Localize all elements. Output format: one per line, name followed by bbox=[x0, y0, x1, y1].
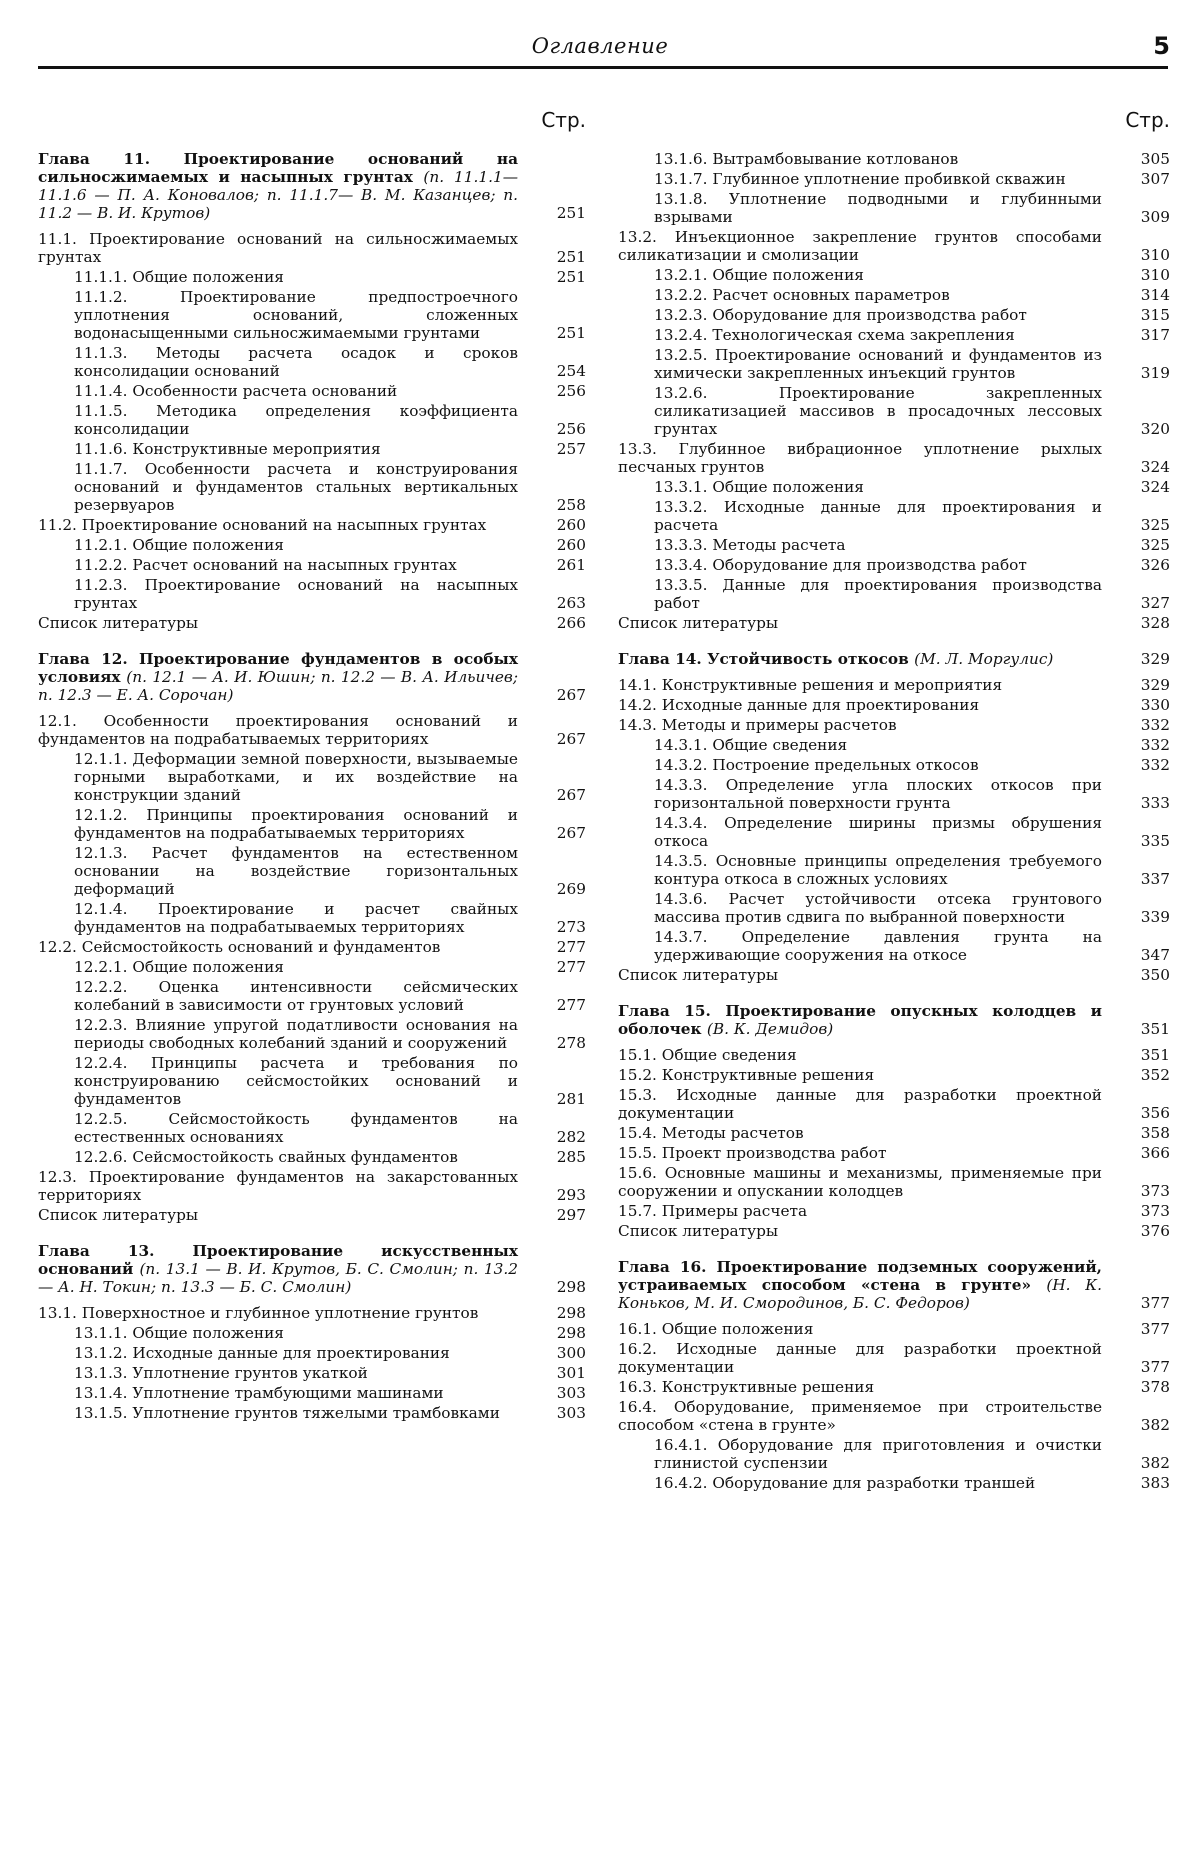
entry-page-number: 324 bbox=[1140, 458, 1170, 476]
entry-page-number: 358 bbox=[1140, 1124, 1170, 1142]
entry-title: 13.2.1. Общие положения bbox=[654, 266, 864, 284]
entry-page-number: 382 bbox=[1140, 1416, 1170, 1434]
entry-title: 11.1. Проектирование оснований на сильносжимаемых грунтах bbox=[38, 230, 518, 266]
entry-title: Список литературы bbox=[618, 1222, 779, 1240]
toc-entry bbox=[38, 1110, 586, 1146]
entry-page-number: 297 bbox=[556, 1206, 586, 1224]
toc-entry bbox=[618, 1046, 1170, 1064]
toc-entry bbox=[38, 576, 586, 612]
entry-page-number: 339 bbox=[1140, 908, 1170, 926]
entry-title: 13.2.3. Оборудование для производства работ bbox=[654, 306, 1027, 324]
entry-title: 13.3. Глубинное вибрационное уплотнение рыхлых песчаных грунтов bbox=[618, 440, 1102, 476]
entry-page-number: 327 bbox=[1140, 594, 1170, 612]
entry-page-number: 347 bbox=[1140, 946, 1170, 964]
entry-title: 14.1. Конструктивные решения и мероприятия bbox=[618, 676, 1003, 694]
toc-chapter-entry bbox=[618, 1258, 1170, 1312]
entry-title: 11.1.6. Конструктивные мероприятия bbox=[74, 440, 381, 458]
entry-title: 15.7. Примеры расчета bbox=[618, 1202, 808, 1220]
entry-page-number: 303 bbox=[556, 1404, 586, 1422]
entry-title: 11.2.3. Проектирование оснований на насыпных грунтах bbox=[74, 576, 518, 612]
toc-entry bbox=[38, 1016, 586, 1052]
entry-page-number: 256 bbox=[556, 382, 586, 400]
entry-title: 15.1. Общие сведения bbox=[618, 1046, 797, 1064]
entry-page-number: 277 bbox=[556, 996, 586, 1014]
chapter-authors: (п. 12.1 — А. И. Юшин; п. 12.2 — В. А. Ильичев; п. 12.3 — Е. А. Сорочан) bbox=[38, 668, 518, 704]
entry-title: 11.2.1. Общие положения bbox=[74, 536, 284, 554]
entry-page-number: 277 bbox=[556, 938, 586, 956]
entry-page-number: 376 bbox=[1140, 1222, 1170, 1240]
entry-title: 13.1.2. Исходные данные для проектирования bbox=[74, 1344, 450, 1362]
entry-page-number: 382 bbox=[1140, 1454, 1170, 1472]
entry-page-number: 324 bbox=[1140, 478, 1170, 496]
toc-entry bbox=[38, 344, 586, 380]
toc-entry bbox=[38, 1206, 586, 1224]
toc-entry bbox=[38, 1148, 586, 1166]
entry-title: 13.3.2. Исходные данные для проектирования и расчета bbox=[654, 498, 1102, 534]
entry-page-number: 337 bbox=[1140, 870, 1170, 888]
entry-page-number: 325 bbox=[1140, 516, 1170, 534]
toc-chapter-entry bbox=[38, 150, 586, 222]
entry-page-number: 351 bbox=[1140, 1046, 1170, 1064]
toc-entry bbox=[618, 1124, 1170, 1142]
entry-page-number: 269 bbox=[556, 880, 586, 898]
entry-title: 14.2. Исходные данные для проектирования bbox=[618, 696, 980, 714]
entry-page-number: 332 bbox=[1140, 756, 1170, 774]
chapter-title bbox=[618, 650, 1102, 668]
chapter-title bbox=[618, 1002, 1102, 1038]
entry-title: 14.3.5. Основные принципы определения требуемого контура откоса в сложных условиях bbox=[654, 852, 1102, 888]
entry-page-number: 298 bbox=[556, 1324, 586, 1342]
toc-entry bbox=[38, 268, 586, 286]
toc-entry bbox=[38, 230, 586, 266]
toc-entry bbox=[618, 696, 1170, 714]
entry-page-number: 260 bbox=[556, 516, 586, 534]
toc-entry bbox=[618, 1474, 1170, 1492]
entry-title: Список литературы bbox=[38, 1206, 199, 1224]
entry-page-number: 333 bbox=[1140, 794, 1170, 812]
entry-page-number: 251 bbox=[556, 204, 586, 222]
toc-entry bbox=[38, 844, 586, 898]
toc-entry bbox=[38, 1168, 586, 1204]
entry-title: 12.1.1. Деформации земной поверхности, вызываемые горными выработками, и их воздействие на конструкции зданий bbox=[74, 750, 518, 804]
entry-title: Список литературы bbox=[618, 966, 779, 984]
entry-page-number: 261 bbox=[556, 556, 586, 574]
entry-title: 11.2.2. Расчет оснований на насыпных грунтах bbox=[74, 556, 457, 574]
entry-title: 14.3.6. Расчет устойчивости отсека грунтового массива против сдвига по выбранной поверхности bbox=[654, 890, 1102, 926]
toc-entry bbox=[38, 750, 586, 804]
toc-entry bbox=[618, 966, 1170, 984]
toc-entry bbox=[618, 1398, 1170, 1434]
entry-page-number: 301 bbox=[556, 1364, 586, 1382]
toc-entry bbox=[618, 576, 1170, 612]
chapter-heading: Глава 15. Проектирование опускных колодцев и оболочек bbox=[618, 1002, 1102, 1038]
toc-entry bbox=[38, 536, 586, 554]
toc-entry bbox=[38, 1364, 586, 1382]
entry-page-number: 256 bbox=[556, 420, 586, 438]
entry-title: 14.3.3. Определение угла плоских откосов при горизонтальной поверхности грунта bbox=[654, 776, 1102, 812]
entry-title: 15.3. Исходные данные для разработки проектной документации bbox=[618, 1086, 1102, 1122]
toc-entry bbox=[618, 756, 1170, 774]
toc-entry bbox=[38, 288, 586, 342]
entry-page-number: 329 bbox=[1140, 676, 1170, 694]
toc-entry bbox=[618, 384, 1170, 438]
toc-entry bbox=[618, 556, 1170, 574]
entry-page-number: 278 bbox=[556, 1034, 586, 1052]
entry-title: 12.2.6. Сейсмостойкость свайных фундаментов bbox=[74, 1148, 458, 1166]
entry-title: 12.1.2. Принципы проектирования оснований и фундаментов на подрабатываемых территориях bbox=[74, 806, 518, 842]
toc-entry bbox=[618, 614, 1170, 632]
entry-page-number: 373 bbox=[1140, 1182, 1170, 1200]
toc-entry bbox=[38, 1404, 586, 1422]
toc-entry bbox=[618, 852, 1170, 888]
entry-title: 11.1.4. Особенности расчета оснований bbox=[74, 382, 398, 400]
toc-entry bbox=[38, 556, 586, 574]
entry-title: 12.1.3. Расчет фундаментов на естественном основании на воздействие горизонтальных деформаций bbox=[74, 844, 518, 898]
toc-entry bbox=[618, 1202, 1170, 1220]
entry-page-number: 281 bbox=[556, 1090, 586, 1108]
toc-entry bbox=[618, 676, 1170, 694]
entry-page-number: 332 bbox=[1140, 736, 1170, 754]
chapter-heading: Глава 16. Проектирование подземных сооружений, устраиваемых способом «стена в грунте» bbox=[618, 1258, 1102, 1294]
entry-title: 16.3. Конструктивные решения bbox=[618, 1378, 875, 1396]
toc-entry bbox=[618, 1340, 1170, 1376]
toc-entry bbox=[38, 614, 586, 632]
entry-page-number: 263 bbox=[556, 594, 586, 612]
toc-entry bbox=[38, 958, 586, 976]
entry-page-number: 293 bbox=[556, 1186, 586, 1204]
entry-title: 12.3. Проектирование фундаментов на закарстованных территориях bbox=[38, 1168, 518, 1204]
entry-page-number: 335 bbox=[1140, 832, 1170, 850]
entry-title: 12.1.4. Проектирование и расчет свайных фундаментов на подрабатываемых территориях bbox=[74, 900, 518, 936]
entry-title: 16.4. Оборудование, применяемое при строительстве способом «стена в грунте» bbox=[618, 1398, 1102, 1434]
entry-title: 15.5. Проект производства работ bbox=[618, 1144, 887, 1162]
entry-title: 13.1.8. Уплотнение подводными и глубинными взрывами bbox=[654, 190, 1102, 226]
entry-title: 16.4.2. Оборудование для разработки траншей bbox=[654, 1474, 1036, 1492]
entry-page-number: 351 bbox=[1140, 1020, 1170, 1038]
entry-title: 12.2.5. Сейсмостойкость фундаментов на естественных основаниях bbox=[74, 1110, 518, 1146]
entry-title: 14.3.2. Построение предельных откосов bbox=[654, 756, 979, 774]
toc-entry bbox=[38, 402, 586, 438]
toc-entry bbox=[38, 1324, 586, 1342]
toc-entry bbox=[618, 776, 1170, 812]
entry-page-number: 320 bbox=[1140, 420, 1170, 438]
entry-page-number: 266 bbox=[556, 614, 586, 632]
page-number: 5 bbox=[1153, 32, 1170, 60]
toc-entry bbox=[618, 170, 1170, 188]
entry-page-number: 356 bbox=[1140, 1104, 1170, 1122]
entry-title: 13.2.4. Технологическая схема закрепления bbox=[654, 326, 1015, 344]
entry-title: 15.2. Конструктивные решения bbox=[618, 1066, 875, 1084]
toc-entry bbox=[618, 498, 1170, 534]
entry-page-number: 377 bbox=[1140, 1320, 1170, 1338]
entry-page-number: 328 bbox=[1140, 614, 1170, 632]
toc-chapter-entry bbox=[618, 650, 1170, 668]
entry-page-number: 325 bbox=[1140, 536, 1170, 554]
toc-entry bbox=[38, 1384, 586, 1402]
toc-entry bbox=[38, 938, 586, 956]
chapter-heading: Глава 11. Проектирование оснований на сильносжимаемых и насыпных грунтах bbox=[38, 150, 518, 186]
toc-entry bbox=[618, 736, 1170, 754]
entry-page-number: 373 bbox=[1140, 1202, 1170, 1220]
toc-chapter-entry bbox=[618, 1002, 1170, 1038]
page-column-header: Стр. bbox=[1125, 108, 1170, 132]
entry-page-number: 350 bbox=[1140, 966, 1170, 984]
entry-page-number: 352 bbox=[1140, 1066, 1170, 1084]
toc-chapter-entry bbox=[38, 1242, 586, 1296]
entry-title: 15.4. Методы расчетов bbox=[618, 1124, 804, 1142]
entry-page-number: 307 bbox=[1140, 170, 1170, 188]
entry-title: 11.1.1. Общие положения bbox=[74, 268, 284, 286]
entry-title: 12.2.2. Оценка интенсивности сейсмических колебаний в зависимости от грунтовых условий bbox=[74, 978, 518, 1014]
chapter-heading: Глава 14. Устойчивость откосов bbox=[618, 650, 909, 668]
entry-page-number: 277 bbox=[556, 958, 586, 976]
entry-page-number: 298 bbox=[556, 1278, 586, 1296]
entry-page-number: 317 bbox=[1140, 326, 1170, 344]
toc-entry bbox=[618, 928, 1170, 964]
entry-page-number: 315 bbox=[1140, 306, 1170, 324]
entry-title: 11.1.5. Методика определения коэффициента консолидации bbox=[74, 402, 518, 438]
chapter-title bbox=[38, 650, 518, 704]
toc-entry bbox=[38, 1304, 586, 1322]
entry-title: 12.2. Сейсмостойкость оснований и фундаментов bbox=[38, 938, 441, 956]
entry-page-number: 267 bbox=[556, 824, 586, 842]
entry-page-number: 305 bbox=[1140, 150, 1170, 168]
toc-entry bbox=[618, 1066, 1170, 1084]
toc-entry bbox=[618, 306, 1170, 324]
entry-page-number: 377 bbox=[1140, 1294, 1170, 1312]
toc-entry bbox=[618, 326, 1170, 344]
entry-title: 13.1.4. Уплотнение трамбующими машинами bbox=[74, 1384, 444, 1402]
entry-title: 16.4.1. Оборудование для приготовления и очистки глинистой суспензии bbox=[654, 1436, 1102, 1472]
entry-title: 16.1. Общие положения bbox=[618, 1320, 814, 1338]
entry-title: 13.1.7. Глубинное уплотнение пробивкой скважин bbox=[654, 170, 1066, 188]
entry-title: 13.2.2. Расчет основных параметров bbox=[654, 286, 950, 304]
toc-entry bbox=[38, 382, 586, 400]
entry-page-number: 314 bbox=[1140, 286, 1170, 304]
entry-title: 14.3. Методы и примеры расчетов bbox=[618, 716, 897, 734]
toc-entry bbox=[38, 978, 586, 1014]
chapter-heading: Глава 13. Проектирование искусственных оснований bbox=[38, 1242, 518, 1278]
entry-page-number: 319 bbox=[1140, 364, 1170, 382]
entry-page-number: 330 bbox=[1140, 696, 1170, 714]
toc-entry bbox=[618, 814, 1170, 850]
toc-entry bbox=[618, 440, 1170, 476]
entry-page-number: 267 bbox=[556, 686, 586, 704]
entry-page-number: 326 bbox=[1140, 556, 1170, 574]
entry-title: 13.1.5. Уплотнение грунтов тяжелыми трамбовками bbox=[74, 1404, 500, 1422]
chapter-heading: Глава 12. Проектирование фундаментов в особых условиях bbox=[38, 650, 518, 686]
toc-entry bbox=[618, 1144, 1170, 1162]
entry-title: 13.3.3. Методы расчета bbox=[654, 536, 846, 554]
page-header bbox=[0, 0, 1200, 70]
toc-entry bbox=[38, 516, 586, 534]
toc-entry bbox=[618, 536, 1170, 554]
entry-page-number: 378 bbox=[1140, 1378, 1170, 1396]
toc-entry bbox=[618, 1086, 1170, 1122]
toc-column-left bbox=[38, 108, 586, 1422]
entry-title: 13.1. Поверхностное и глубинное уплотнение грунтов bbox=[38, 1304, 479, 1322]
entry-page-number: 251 bbox=[556, 248, 586, 266]
chapter-title bbox=[38, 1242, 518, 1296]
entry-title: 13.3.4. Оборудование для производства работ bbox=[654, 556, 1027, 574]
entry-title: 13.1.6. Вытрамбовывание котлованов bbox=[654, 150, 959, 168]
toc-entry bbox=[618, 890, 1170, 926]
chapter-title bbox=[618, 1258, 1102, 1312]
running-title: Оглавление bbox=[531, 34, 669, 58]
entry-page-number: 258 bbox=[556, 496, 586, 514]
toc-entry bbox=[618, 190, 1170, 226]
entry-title: 13.2.6. Проектирование закрепленных силикатизацией массивов в просадочных лессовых грунтах bbox=[654, 384, 1102, 438]
entry-title: 12.2.1. Общие положения bbox=[74, 958, 284, 976]
entry-title: 13.2.5. Проектирование оснований и фундаментов из химически закрепленных инъекций грунтов bbox=[654, 346, 1102, 382]
toc-entry bbox=[38, 1054, 586, 1108]
chapter-authors: (В. К. Демидов) bbox=[706, 1020, 834, 1038]
entry-title: 13.3.1. Общие положения bbox=[654, 478, 864, 496]
entry-title: 14.3.4. Определение ширины призмы обрушения откоса bbox=[654, 814, 1102, 850]
toc-list-left bbox=[38, 150, 586, 1422]
entry-title: 11.2. Проектирование оснований на насыпных грунтах bbox=[38, 516, 487, 534]
entry-page-number: 298 bbox=[556, 1304, 586, 1322]
toc-entry bbox=[618, 1436, 1170, 1472]
entry-page-number: 254 bbox=[556, 362, 586, 380]
entry-title: 13.2. Инъекционное закрепление грунтов способами силикатизации и смолизации bbox=[618, 228, 1102, 264]
entry-page-number: 285 bbox=[556, 1148, 586, 1166]
toc-entry bbox=[618, 478, 1170, 496]
chapter-authors: (п. 13.1 — В. И. Крутов, Б. С. Смолин; п. 13.2 — А. Н. Токин; п. 13.3 — Б. С. Смолин) bbox=[38, 1260, 518, 1296]
entry-page-number: 257 bbox=[556, 440, 586, 458]
entry-title: 14.3.1. Общие сведения bbox=[654, 736, 848, 754]
entry-title: 13.3.5. Данные для проектирования производства работ bbox=[654, 576, 1102, 612]
toc-entry bbox=[618, 266, 1170, 284]
toc-entry bbox=[38, 1344, 586, 1362]
entry-title: 12.1. Особенности проектирования оснований и фундаментов на подрабатываемых территориях bbox=[38, 712, 518, 748]
entry-page-number: 310 bbox=[1140, 266, 1170, 284]
entry-title: 11.1.2. Проектирование предпостроечного уплотнения оснований, сложенных водонасыщенными сильносжимаемыми грунтами bbox=[74, 288, 518, 342]
entry-title: 13.1.1. Общие положения bbox=[74, 1324, 284, 1342]
entry-page-number: 303 bbox=[556, 1384, 586, 1402]
toc-entry bbox=[618, 1320, 1170, 1338]
toc-entry bbox=[618, 1164, 1170, 1200]
entry-page-number: 377 bbox=[1140, 1358, 1170, 1376]
toc-entry bbox=[38, 712, 586, 748]
toc-entry bbox=[618, 150, 1170, 168]
entry-page-number: 273 bbox=[556, 918, 586, 936]
toc-entry bbox=[618, 1378, 1170, 1396]
entry-page-number: 300 bbox=[556, 1344, 586, 1362]
entry-title: 14.3.7. Определение давления грунта на удерживающие сооружения на откосе bbox=[654, 928, 1102, 964]
chapter-authors: (Н. К. Коньков, М. И. Смородинов, Б. С. Федоров) bbox=[618, 1276, 1103, 1312]
toc-chapter-entry bbox=[38, 650, 586, 704]
toc-entry bbox=[38, 460, 586, 514]
entry-page-number: 267 bbox=[556, 730, 586, 748]
toc-entry bbox=[618, 1222, 1170, 1240]
toc-entry bbox=[618, 228, 1170, 264]
toc-entry bbox=[38, 900, 586, 936]
entry-page-number: 383 bbox=[1140, 1474, 1170, 1492]
chapter-authors: (п. 11.1.1—11.1.6 — П. А. Коновалов; п. 11.1.7— В. М. Казанцев; п. 11.2 — В. И. Крутов) bbox=[38, 168, 519, 222]
entry-title: 12.2.3. Влияние упругой податливости основания на периоды свободных колебаний зданий и сооружений bbox=[74, 1016, 518, 1052]
toc-column-right bbox=[618, 108, 1170, 1492]
entry-title: Список литературы bbox=[618, 614, 779, 632]
chapter-title bbox=[38, 150, 518, 222]
header-rule bbox=[38, 66, 1168, 69]
chapter-authors: (М. Л. Моргулис) bbox=[914, 650, 1054, 668]
toc-entry bbox=[38, 440, 586, 458]
entry-page-number: 267 bbox=[556, 786, 586, 804]
entry-page-number: 310 bbox=[1140, 246, 1170, 264]
toc-entry bbox=[618, 346, 1170, 382]
entry-title: Список литературы bbox=[38, 614, 199, 632]
toc-list-right bbox=[618, 150, 1170, 1492]
entry-page-number: 332 bbox=[1140, 716, 1170, 734]
toc-entry bbox=[618, 286, 1170, 304]
entry-title: 15.6. Основные машины и механизмы, применяемые при сооружении и опускании колодцев bbox=[618, 1164, 1102, 1200]
entry-title: 12.2.4. Принципы расчета и требования по конструированию сейсмостойких оснований и фундаментов bbox=[74, 1054, 518, 1108]
entry-page-number: 251 bbox=[556, 324, 586, 342]
page-column-header: Стр. bbox=[541, 108, 586, 132]
entry-page-number: 282 bbox=[556, 1128, 586, 1146]
toc-entry bbox=[38, 806, 586, 842]
entry-title: 13.1.3. Уплотнение грунтов укаткой bbox=[74, 1364, 368, 1382]
entry-title: 11.1.7. Особенности расчета и конструирования оснований и фундаментов стальных вертикальных резервуаров bbox=[74, 460, 518, 514]
entry-title: 11.1.3. Методы расчета осадок и сроков консолидации оснований bbox=[74, 344, 518, 380]
toc-entry bbox=[618, 716, 1170, 734]
entry-page-number: 260 bbox=[556, 536, 586, 554]
entry-page-number: 309 bbox=[1140, 208, 1170, 226]
entry-page-number: 329 bbox=[1140, 650, 1170, 668]
entry-page-number: 251 bbox=[556, 268, 586, 286]
entry-page-number: 366 bbox=[1140, 1144, 1170, 1162]
entry-title: 16.2. Исходные данные для разработки проектной документации bbox=[618, 1340, 1102, 1376]
